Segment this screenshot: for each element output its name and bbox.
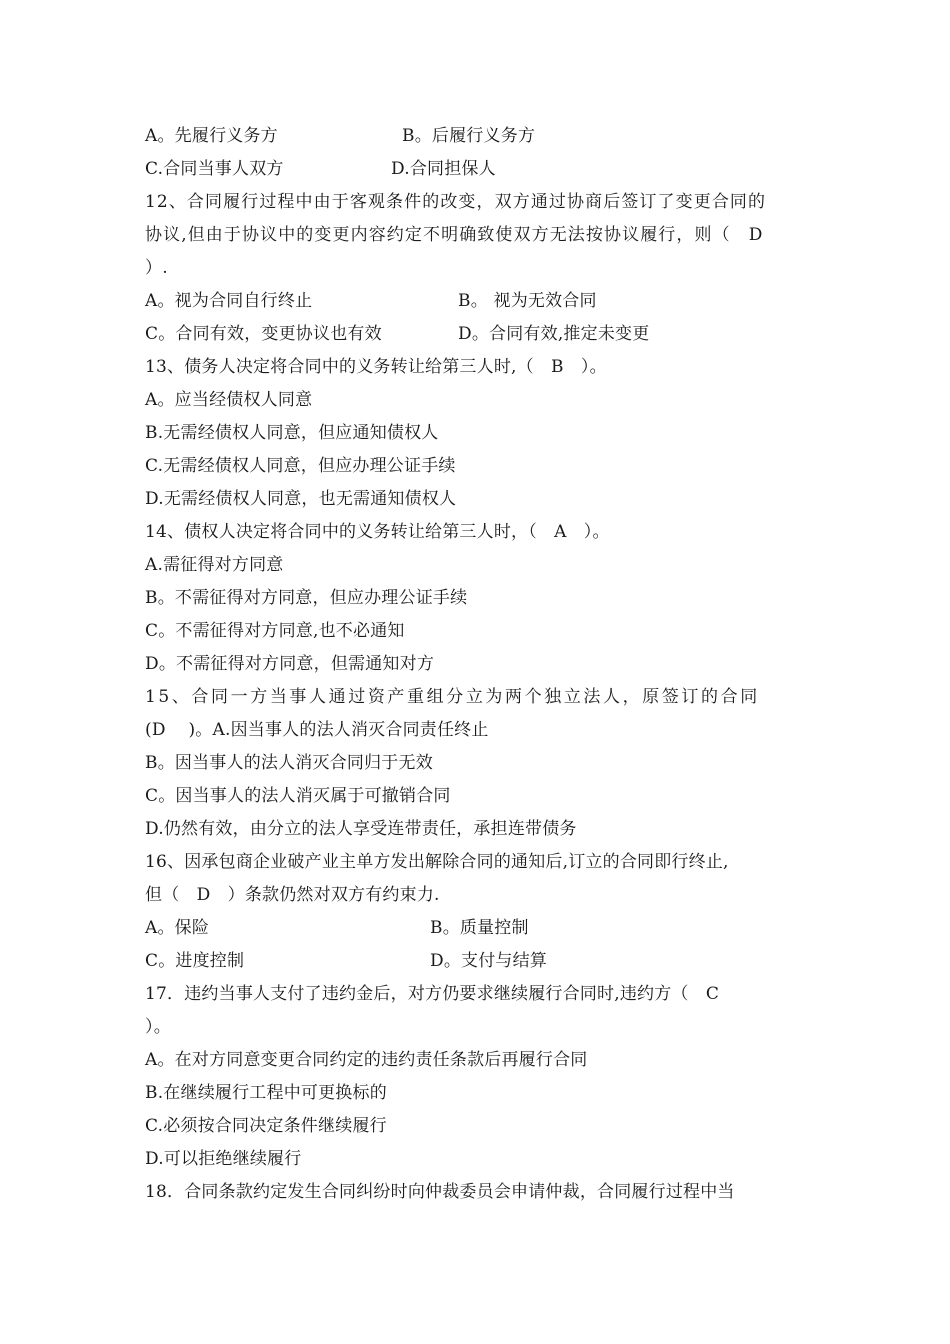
question-14: 14、债权人决定将合同中的义务转让给第三人时，（ A ）。 [145,522,610,542]
option-c: C。不需征得对方同意,也不必通知 [145,621,405,641]
option-c: C。因当事人的法人消灭属于可撤销合同 [145,786,451,806]
option-b: B.在继续履行工程中可更换标的 [145,1083,387,1103]
question-15-line-2: (D )。A.因当事人的法人消灭合同责任终止 [145,720,489,740]
option-c: C。进度控制 [145,951,245,971]
option-b: B。后履行义务方 [402,126,536,146]
option-d: D。支付与结算 [430,951,548,971]
option-d: D。不需征得对方同意，但需通知对方 [145,654,435,674]
option-b: B。不需征得对方同意，但应办理公证手续 [145,588,468,608]
option-a: A。在对方同意变更合同约定的违约责任条款后再履行合同 [145,1050,588,1070]
option-a: A。保险 [145,918,210,938]
option-d: D.合同担保人 [391,159,496,179]
option-line [145,950,548,972]
option-b: B。因当事人的法人消灭合同归于无效 [145,753,433,773]
question-16-line-2: 但（ D ）条款仍然对双方有约束力. [145,885,440,905]
option-c: C.无需经债权人同意，但应办理公证手续 [145,456,456,476]
option-line [145,323,650,345]
option-line [145,290,597,312]
option-c: C.必须按合同决定条件继续履行 [145,1116,387,1136]
option-b: B.无需经债权人同意，但应通知债权人 [145,423,439,443]
question-12-line-1: 12、合同履行过程中由于客观条件的改变，双方通过协商后签订了变更合同的 [145,192,767,212]
option-a: A。先履行义务方 [145,126,278,146]
option-a: A。应当经债权人同意 [145,390,313,410]
question-16-line-1: 16、因承包商企业破产业主单方发出解除合同的通知后,订立的合同即行终止, [145,852,729,872]
option-d: D.仍然有效，由分立的法人享受连带责任，承担连带债务 [145,819,577,839]
option-a: A.需征得对方同意 [145,555,284,575]
option-b: B。 视为无效合同 [458,291,597,311]
question-18-line-1: 18．合同条款约定发生合同纠纷时向仲裁委员会申请仲裁，合同履行过程中当 [145,1182,735,1202]
option-d: D.可以拒绝继续履行 [145,1149,302,1169]
question-13: 13、债务人决定将合同中的义务转让给第三人时,（ B ）。 [145,357,607,377]
option-c: C.合同当事人双方 [145,159,284,179]
question-12-line-2: 协议,但由于协议中的变更内容约定不明确致使双方无法按协议履行，则（ D [145,225,764,245]
option-c: C。合同有效，变更协议也有效 [145,324,382,344]
option-line [145,158,496,180]
option-d: D。合同有效,推定未变更 [458,324,650,344]
option-b: B。质量控制 [430,918,529,938]
question-12-line-3: ）. [145,258,168,278]
option-line [145,125,536,147]
option-a: A。视为合同自行终止 [145,291,313,311]
question-17-line-1: 17．违约当事人支付了违约金后，对方仍要求继续履行合同时,违约方（ C [145,984,720,1004]
question-15-line-1: 15、合同一方当事人通过资产重组分立为两个独立法人，原签订的合同 [145,687,760,707]
option-line [145,917,529,939]
question-17-line-2: ）。 [145,1017,171,1037]
option-d: D.无需经债权人同意，也无需通知债权人 [145,489,457,509]
